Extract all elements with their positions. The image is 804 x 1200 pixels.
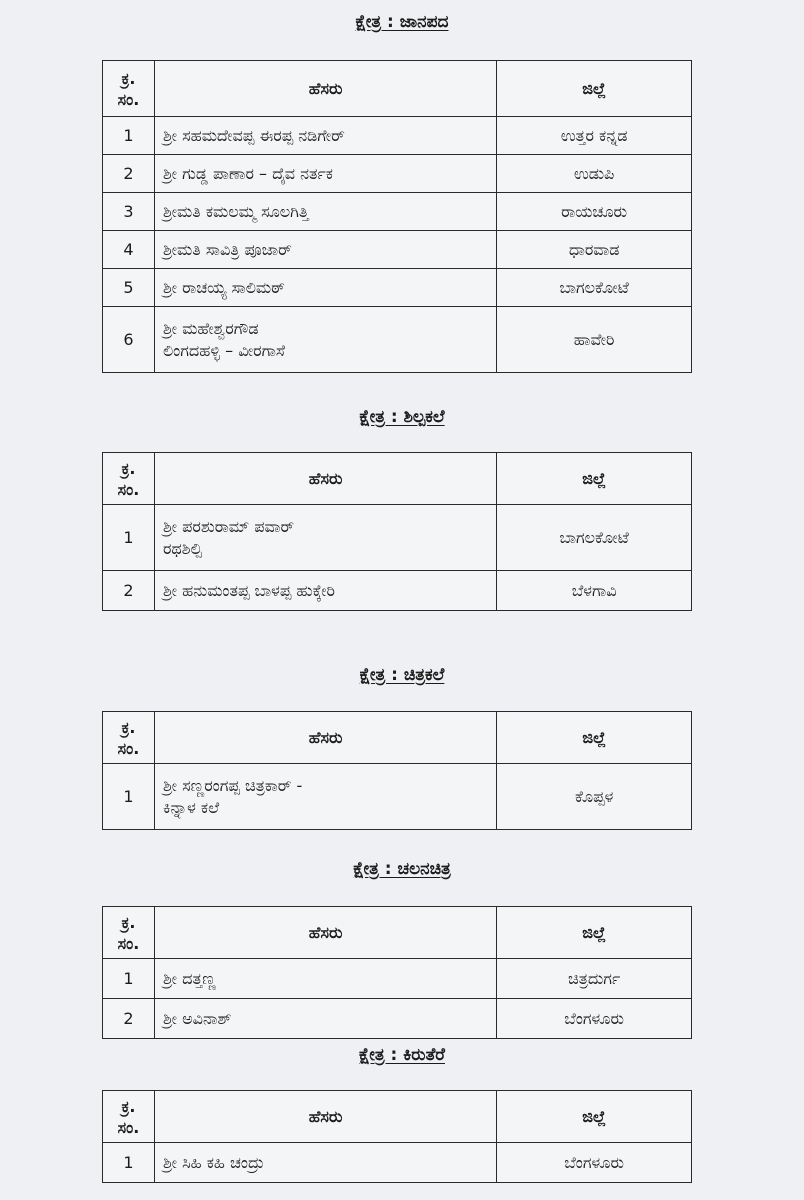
table-row xyxy=(103,117,692,155)
awardee-name: ಶ್ರೀಮತಿ ಸಾವಿತ್ರಿ ಪೂಜಾರ್ xyxy=(154,231,496,269)
district-name: ಬಾಗಲಕೋಟೆ xyxy=(497,505,692,571)
awardee-table xyxy=(102,906,692,1039)
serial-number-header: ಕ್ರ. ಸಂ. xyxy=(103,907,155,959)
table-row xyxy=(103,959,692,999)
name-header: ಹೆಸರು xyxy=(154,712,496,764)
serial-number: 2 xyxy=(103,155,155,193)
district-header: ಜಿಲ್ಲೆ xyxy=(497,712,692,764)
serial-number: 1 xyxy=(103,959,155,999)
section-title-text: ಕ್ಷೇತ್ರ : ಕಿರುತೆರೆ xyxy=(359,1045,445,1065)
awardee-table xyxy=(102,452,692,611)
section-title-text: ಕ್ಷೇತ್ರ : ಶಿಲ್ಪಕಲೆ xyxy=(359,407,445,427)
serial-number-header: ಕ್ರ. ಸಂ. xyxy=(103,1091,155,1143)
district-name: ಹಾವೇರಿ xyxy=(497,307,692,373)
section-title xyxy=(0,1045,804,1065)
district-name: ಉಡುಪಿ xyxy=(497,155,692,193)
awardee-name: ಶ್ರೀ ಸಹಮದೇವಪ್ಪ ಈರಪ್ಪ ನಡಿಗೇರ್ xyxy=(154,117,496,155)
awardee-name: ಶ್ರೀ ಹನುಮಂತಪ್ಪ ಬಾಳಪ್ಪ ಹುಕ್ಕೇರಿ xyxy=(154,571,496,611)
serial-number: 2 xyxy=(103,999,155,1039)
name-header: ಹೆಸರು xyxy=(154,61,496,117)
district-header: ಜಿಲ್ಲೆ xyxy=(497,61,692,117)
table-row xyxy=(103,307,692,373)
table-header-row xyxy=(103,1091,692,1143)
section-title-text: ಕ್ಷೇತ್ರ : ಚಲನಚಿತ್ರ xyxy=(353,859,451,879)
section-title xyxy=(0,859,804,879)
district-name: ಬಾಗಲಕೋಟೆ xyxy=(497,269,692,307)
awardee-table xyxy=(102,60,692,373)
awardee-name: ಶ್ರೀ ರಾಚಯ್ಯ ಸಾಲಿಮಠ್ xyxy=(154,269,496,307)
section-title-text: ಕ್ಷೇತ್ರ : ಚಿತ್ರಕಲೆ xyxy=(359,665,445,685)
awardee-table xyxy=(102,711,692,830)
section-title-text: ಕ್ಷೇತ್ರ : ಜಾನಪದ xyxy=(355,12,449,32)
awardee-name: ಶ್ರೀ ದತ್ತಣ್ಣ xyxy=(154,959,496,999)
district-name: ಉತ್ತರ ಕನ್ನಡ xyxy=(497,117,692,155)
awardee-name: ಶ್ರೀ ಮಹೇಶ್ವರಗೌಡ ಲಿಂಗದಹಳ್ಳಿ – ವೀರಗಾಸೆ xyxy=(154,307,496,373)
table-header-row xyxy=(103,453,692,505)
district-header: ಜಿಲ್ಲೆ xyxy=(497,453,692,505)
serial-number: 5 xyxy=(103,269,155,307)
serial-number: 1 xyxy=(103,764,155,830)
serial-number: 4 xyxy=(103,231,155,269)
section-title xyxy=(0,12,804,32)
table-row xyxy=(103,193,692,231)
district-name: ಚಿತ್ರದುರ್ಗ xyxy=(497,959,692,999)
table-row xyxy=(103,231,692,269)
serial-number-header: ಕ್ರ. ಸಂ. xyxy=(103,712,155,764)
district-header: ಜಿಲ್ಲೆ xyxy=(497,907,692,959)
table-row xyxy=(103,505,692,571)
awardee-table xyxy=(102,1090,692,1183)
awardee-name: ಶ್ರೀ ಪರಶುರಾಮ್ ಪವಾರ್ ರಥಶಿಲ್ಪಿ xyxy=(154,505,496,571)
name-header: ಹೆಸರು xyxy=(154,1091,496,1143)
awardee-name: ಶ್ರೀ ಸಿಹಿ ಕಹಿ ಚಂದ್ರು xyxy=(154,1143,496,1183)
serial-number: 3 xyxy=(103,193,155,231)
serial-number: 1 xyxy=(103,117,155,155)
awardee-name: ಶ್ರೀ ಸಣ್ಣರಂಗಪ್ಪ ಚಿತ್ರಕಾರ್ - ಕಿನ್ನಾಳ ಕಲೆ xyxy=(154,764,496,830)
district-name: ಬೆಂಗಳೂರು xyxy=(497,1143,692,1183)
district-name: ರಾಯಚೂರು xyxy=(497,193,692,231)
name-header: ಹೆಸರು xyxy=(154,453,496,505)
section-title xyxy=(0,407,804,427)
district-name: ಕೊಪ್ಪಳ xyxy=(497,764,692,830)
district-name: ಬೆಂಗಳೂರು xyxy=(497,999,692,1039)
name-header: ಹೆಸರು xyxy=(154,907,496,959)
awardee-name: ಶ್ರೀ ಗುಡ್ಡ ಪಾಣಾರ – ದೈವ ನರ್ತಕ xyxy=(154,155,496,193)
table-row xyxy=(103,155,692,193)
table-row xyxy=(103,1143,692,1183)
serial-number: 1 xyxy=(103,1143,155,1183)
district-header: ಜಿಲ್ಲೆ xyxy=(497,1091,692,1143)
serial-number: 1 xyxy=(103,505,155,571)
district-name: ಧಾರವಾಡ xyxy=(497,231,692,269)
serial-number-header: ಕ್ರ. ಸಂ. xyxy=(103,61,155,117)
table-row xyxy=(103,999,692,1039)
serial-number: 6 xyxy=(103,307,155,373)
awardee-name: ಶ್ರೀ ಅವಿನಾಶ್ xyxy=(154,999,496,1039)
table-header-row xyxy=(103,61,692,117)
serial-number-header: ಕ್ರ. ಸಂ. xyxy=(103,453,155,505)
serial-number: 2 xyxy=(103,571,155,611)
table-header-row xyxy=(103,712,692,764)
awardee-name: ಶ್ರೀಮತಿ ಕಮಲಮ್ಮ ಸೂಲಗಿತ್ತಿ xyxy=(154,193,496,231)
table-row xyxy=(103,571,692,611)
district-name: ಬೆಳಗಾವಿ xyxy=(497,571,692,611)
table-header-row xyxy=(103,907,692,959)
table-row xyxy=(103,764,692,830)
table-row xyxy=(103,269,692,307)
section-title xyxy=(0,665,804,685)
